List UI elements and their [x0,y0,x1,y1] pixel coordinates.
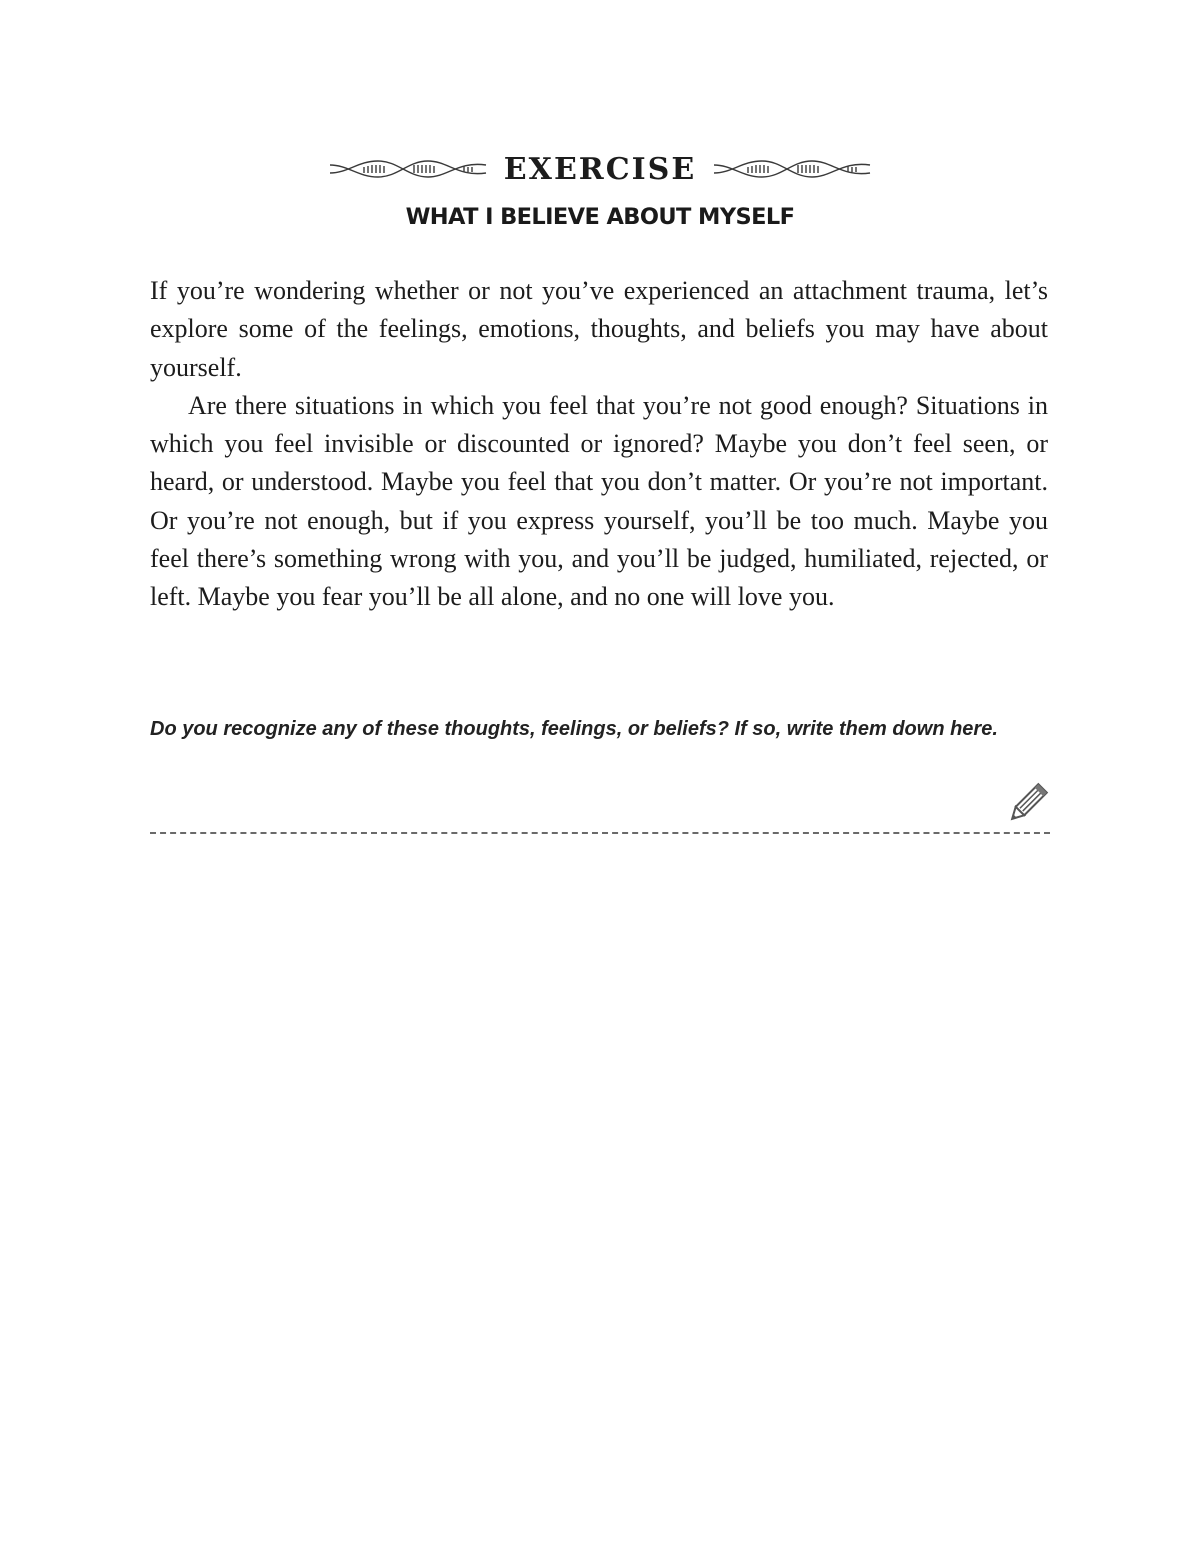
paragraph: Are there situations in which you feel that you’re not good enough? Situations in which you feel invisible or discounted or ignored? Maybe you don’t feel seen, or heard, or understood. Maybe you feel that you don’t matter. Or you’re not important. Or you’re not enough, but if you express yourself, you’ll be too much. Maybe you feel there’s something wrong with you, and you’ll be judged, humiliated, rejected, or left. Maybe you fear you’ll be all alone, and no one will love you. [150,390,1048,612]
pencil-icon [1003,780,1051,828]
body-text [150,272,1048,617]
answer-line[interactable] [150,832,1050,834]
writing-prompt: Do you recognize any of these thoughts, feelings, or beliefs? If so, write them down here. [150,718,998,740]
exercise-label-row [150,146,1050,192]
exercise-title: WHAT I BELIEVE ABOUT MYSELF [405,204,795,230]
exercise-label: EXERCISE [503,151,697,187]
dna-helix-ornament-icon [712,157,872,181]
exercise-header [150,146,1050,230]
paragraph: If you’re wondering whether or not you’ve experienced an attachment trauma, let’s explore some of the feelings, emotions, thoughts, and beliefs you may have about yourself. [150,276,1048,382]
dna-helix-ornament-icon [328,157,488,181]
